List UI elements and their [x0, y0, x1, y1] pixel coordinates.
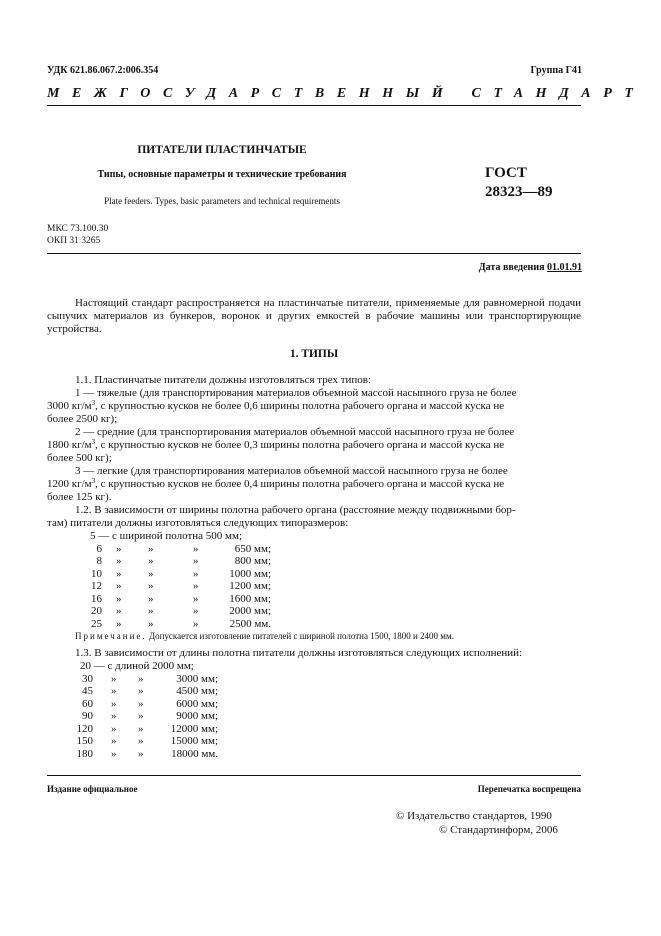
ditto-mark: » — [116, 542, 122, 555]
ditto-mark: » — [193, 542, 199, 555]
intro-date-value: 01.01.91 — [547, 262, 582, 273]
row-value: 1200 мм; — [229, 580, 271, 592]
row-value: 2500 мм. — [229, 617, 271, 630]
row-number: 180 — [76, 747, 93, 760]
row-number: 8 — [96, 555, 102, 567]
mks-code: МКС 73.100.30 — [47, 224, 109, 234]
width-list-first: 5 — с шириной полотна 500 мм; — [90, 530, 243, 542]
row-value: 4500 мм; — [176, 685, 218, 697]
ditto-mark: » — [148, 542, 154, 555]
intro-paragraph: Настоящий стандарт распространяется на пластинчатые питатели, применяемые для равномерной подачи сыпучих материалов из бункеров, воронок и других емкостей в рабочие машины или транспортирующие устройства. — [47, 297, 581, 335]
reprint-prohibited: Перепечатка воспрещена — [477, 784, 581, 794]
gost-number: 28323—89 — [485, 184, 553, 200]
row-value: 6000 мм; — [176, 697, 218, 710]
section-title: 1. ТИПЫ — [289, 348, 339, 360]
ditto-mark: » — [111, 672, 117, 685]
ditto-mark: » — [116, 567, 122, 580]
note-label: Примечание. — [75, 631, 147, 641]
length-list-first: 20 — с длиной 2000 мм; — [80, 660, 194, 672]
note — [75, 630, 454, 643]
row-number: 16 — [91, 592, 102, 605]
type3-line3: более 125 кг). — [47, 491, 112, 503]
type1-line1: 1 — тяжелые (для транспортирования материалов объемной массой насыпного груза не более — [75, 387, 517, 399]
ditto-mark: » — [138, 735, 144, 747]
ditto-mark: » — [193, 617, 199, 630]
ditto-mark: » — [193, 592, 199, 605]
header-divider — [47, 105, 581, 106]
row-number: 25 — [91, 617, 102, 630]
clause-1-1: 1.1. Пластинчатые питатели должны изготовляться трех типов: — [75, 374, 372, 386]
gost-label: ГОСТ — [485, 165, 527, 181]
standard-banner: МЕЖГОСУДАРСТВЕННЫЙ СТАНДАРТ — [47, 86, 646, 101]
ditto-mark: » — [138, 685, 144, 697]
ditto-mark: » — [148, 605, 154, 617]
clause-1-2-line1: 1.2. В зависимости от ширины полотна рабочего органа (расстояние между подвижными бор- — [75, 504, 516, 516]
row-value: 18000 мм. — [171, 747, 218, 760]
type2-line2: 1800 $кг/м^3$, с крупностью кусков не более 0,3 ширины полотна рабочего органа и массой куска не — [47, 438, 505, 451]
ditto-mark: » — [116, 605, 122, 617]
intro-date — [479, 262, 582, 273]
ditto-mark: » — [111, 710, 117, 722]
type1-line3: более 2500 кг); — [47, 413, 118, 425]
copyright-1990: © Издательство стандартов, 1990 — [396, 810, 552, 822]
clause-1-3: 1.3. В зависимости от длины полотна питатели должны изготовляться следующих исполнений: — [75, 647, 523, 659]
ditto-mark: » — [138, 672, 144, 685]
row-value: 650 мм; — [234, 542, 271, 555]
row-value: 800 мм; — [234, 555, 271, 567]
ditto-mark: » — [138, 722, 144, 735]
ditto-mark: » — [148, 592, 154, 605]
ditto-mark: » — [193, 567, 199, 580]
ditto-mark: » — [111, 685, 117, 697]
udk-code: УДК 621.86.067.2:006.354 — [47, 65, 159, 76]
ditto-mark: » — [193, 580, 199, 592]
row-value: 12000 мм; — [170, 722, 218, 735]
row-number: 90 — [82, 710, 93, 722]
type2-line3: более 500 кг); — [47, 452, 112, 464]
ditto-mark: » — [111, 722, 117, 735]
ditto-mark: » — [148, 555, 154, 567]
row-number: 60 — [82, 697, 93, 710]
row-number: 6 — [96, 542, 102, 555]
type3-line1: 3 — легкие (для транспортирования материалов объемной массой насыпного груза не более — [75, 465, 508, 477]
row-number: 45 — [82, 685, 93, 697]
group-code: Группа Г41 — [530, 65, 582, 76]
row-number: 20 — [91, 605, 102, 617]
row-value: 2000 мм; — [229, 605, 271, 617]
note-text: Допускается изготовление питателей с шириной полотна 1500, 1800 и 2400 мм. — [146, 631, 454, 641]
ditto-mark: » — [111, 735, 117, 747]
type2-line1: 2 — средние (для транспортирования материалов объемной массой насыпного груза не более — [75, 426, 515, 438]
okp-code: ОКП 31 3265 — [47, 236, 101, 246]
clause-1-2-line2: там) питатели должны изготовляться следующих типоразмеров: — [47, 517, 349, 529]
ditto-mark: » — [148, 617, 154, 630]
ditto-mark: » — [138, 710, 144, 722]
official-edition: Издание официальное — [47, 784, 138, 794]
ditto-mark: » — [116, 592, 122, 605]
ditto-mark: » — [138, 747, 144, 760]
row-number: 120 — [76, 722, 93, 735]
row-number: 12 — [91, 580, 102, 592]
intro-date-label: Дата введения — [478, 262, 545, 273]
ditto-mark: » — [193, 555, 199, 567]
type1-line2: 3000 $кг/м^3$, с крупностью кусков не более 0,6 ширины полотна рабочего органа и массой куска не — [47, 399, 505, 412]
ditto-mark: » — [116, 580, 122, 592]
codes-divider — [47, 253, 581, 254]
row-number: 150 — [76, 735, 93, 747]
standard-subtitle: Типы, основные параметры и технические требования — [97, 169, 347, 180]
type3-line2: 1200 $кг/м^3$, с крупностью кусков не более 0,4 ширины полотна рабочего органа и массой куска не — [47, 477, 505, 490]
row-value: 1000 мм; — [229, 567, 271, 580]
standard-title: ПИТАТЕЛИ ПЛАСТИНЧАТЫЕ — [137, 144, 307, 156]
ditto-mark: » — [148, 567, 154, 580]
ditto-mark: » — [116, 555, 122, 567]
row-value: 1600 мм; — [229, 592, 271, 605]
row-number: 30 — [82, 672, 93, 685]
ditto-mark: » — [111, 747, 117, 760]
ditto-mark: » — [111, 697, 117, 710]
ditto-mark: » — [148, 580, 154, 592]
english-title: Plate feeders. Types, basic parameters and technical requirements — [104, 196, 340, 206]
row-value: 15000 мм; — [170, 735, 218, 747]
row-value: 3000 мм; — [176, 672, 218, 685]
row-value: 9000 мм; — [176, 710, 218, 722]
ditto-mark: » — [116, 617, 122, 630]
ditto-mark: » — [193, 605, 199, 617]
footer-divider — [47, 775, 581, 776]
row-number: 10 — [91, 567, 102, 580]
ditto-mark: » — [138, 697, 144, 710]
copyright-2006: © Стандартинформ, 2006 — [439, 824, 558, 836]
